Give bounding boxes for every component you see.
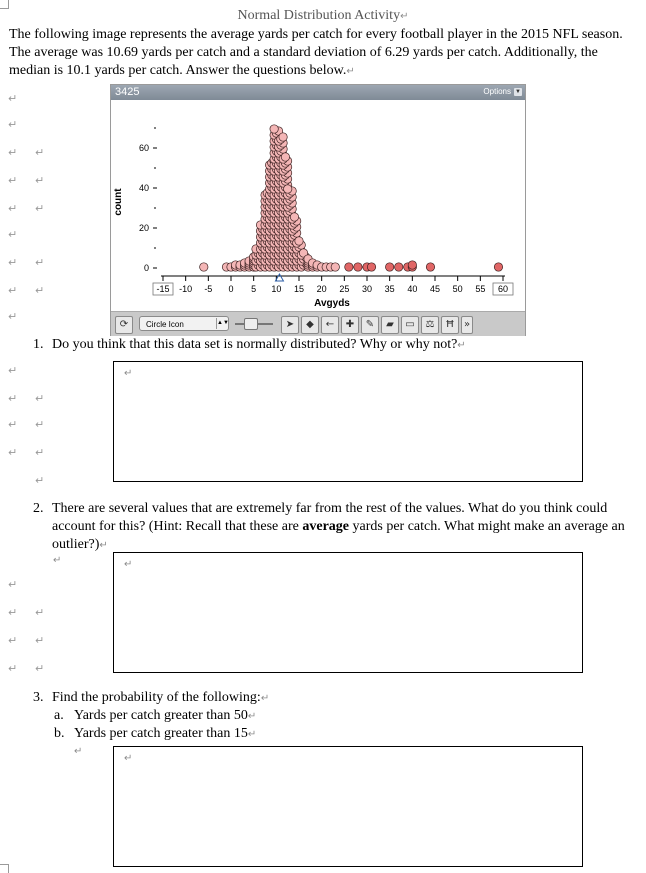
point-size-slider-knob[interactable] [244, 318, 258, 330]
sub-question-label: b. [54, 726, 65, 741]
margin-paragraph-mark: ↵ [35, 446, 45, 459]
data-point [494, 263, 502, 271]
data-point [354, 263, 362, 271]
point-style-select[interactable] [139, 316, 229, 331]
x-tick-label: 55 [475, 284, 486, 294]
margin-paragraph-mark: ↵ [8, 446, 18, 459]
margin-paragraph-mark: ↵ [8, 310, 18, 323]
margin-paragraph-mark: ↵ [35, 174, 45, 187]
paragraph-mark: ↵ [124, 368, 133, 379]
intro-text: The following image represents the average yards per catch for every football player in the 2015 NFL season. The average was 10.69 yards per catch and a standard deviation of 6.29 yards per catch. Additionally, the median is 10.1 yards per catch. Answer the questions below. [9, 27, 623, 78]
margin-paragraph-mark: ↵ [8, 174, 18, 187]
margin-paragraph-mark: ↵ [8, 202, 18, 215]
plot-window-title: 3425 [115, 86, 140, 98]
data-point [385, 263, 393, 271]
x-tick-label: -15 [156, 284, 170, 294]
sub-question-label: a. [54, 708, 64, 723]
x-tick-label: 15 [293, 284, 305, 294]
question-2 [33, 500, 641, 552]
x-tick-label: -5 [204, 284, 213, 294]
paragraph-mark: ↵ [53, 555, 62, 566]
sub-question-text: Yards per catch greater than 50 [74, 708, 248, 723]
x-tick-label: 40 [407, 284, 418, 294]
x-axis [153, 276, 513, 295]
chevron-down-icon[interactable]: ▼ [515, 89, 521, 95]
more-tools-icon[interactable]: » [461, 316, 473, 334]
data-point [345, 263, 353, 271]
histogram-icon[interactable]: Ħ [441, 316, 459, 334]
margin-paragraph-mark: ↵ [35, 662, 45, 675]
question-text: Do you think that this data set is normally distributed? Why or why not? [52, 337, 458, 352]
margin-paragraph-mark: ↵ [35, 146, 45, 159]
title-text: Normal Distribution Activity [237, 8, 401, 23]
data-point [270, 125, 278, 133]
intro-paragraph [9, 26, 639, 81]
paragraph-mark: ↵ [247, 711, 257, 722]
data-point [331, 263, 339, 271]
y-tick-label: 40 [138, 183, 149, 193]
paragraph-mark: ↵ [260, 693, 270, 704]
answer-box-1[interactable] [113, 361, 583, 482]
data-point [200, 263, 208, 271]
question-3 [33, 689, 633, 707]
x-tick-label: 25 [339, 284, 350, 294]
question-number: 3. [33, 690, 44, 705]
margin-paragraph-mark: ↵ [8, 92, 18, 105]
x-tick-label: 35 [384, 284, 395, 294]
margin-paragraph-mark: ↵ [8, 662, 18, 675]
question-3b [54, 725, 634, 743]
options-menu-button[interactable]: Options [483, 87, 511, 96]
data-points [200, 125, 503, 271]
plot-title-bar [111, 85, 525, 100]
eraser-icon[interactable]: ▰ [381, 316, 399, 334]
margin-paragraph-mark: ↵ [35, 606, 45, 619]
scale-icon[interactable]: ⚖ [421, 316, 439, 334]
plot-toolbar [111, 311, 525, 336]
refresh-icon[interactable]: ⟳ [115, 316, 133, 334]
data-point [395, 263, 403, 271]
margin-paragraph-mark: ↵ [8, 418, 18, 431]
data-point [279, 133, 287, 141]
paragraph-mark: ↵ [400, 11, 409, 22]
margin-paragraph-mark: ↵ [8, 256, 18, 269]
chevron-updown-icon: ▲▼ [216, 318, 226, 329]
question-3a [54, 707, 634, 725]
margin-paragraph-mark: ↵ [8, 634, 18, 647]
sub-question-text: Yards per catch greater than 15 [74, 726, 248, 741]
margin-paragraph-mark: ↵ [8, 392, 18, 405]
data-point [290, 213, 298, 221]
margin-paragraph-mark: ↵ [35, 418, 45, 431]
margin-paragraph-mark: ↵ [8, 146, 18, 159]
x-axis-label: Avgyds [314, 298, 350, 309]
margin-paragraph-mark: ↵ [8, 606, 18, 619]
margin-paragraph-mark: ↵ [8, 578, 18, 591]
paint-icon[interactable]: ◆ [301, 316, 319, 334]
margin-paragraph-mark: ↵ [35, 474, 45, 487]
margin-paragraph-mark: ↵ [8, 284, 18, 297]
paragraph-mark: ↵ [99, 540, 108, 551]
paragraph-mark: ↵ [457, 340, 466, 351]
x-tick-label: 10 [271, 284, 282, 294]
margin-paragraph-mark: ↵ [8, 228, 18, 241]
arrow-icon[interactable]: ← [321, 316, 339, 334]
question-text: There are several values that are extremely far from the rest of the values. What do you think could account for this? (Hint: Recall that these are [52, 501, 608, 534]
answer-box-3[interactable] [113, 746, 583, 867]
data-point [281, 153, 289, 161]
x-tick-label: 0 [228, 284, 234, 294]
question-text: yards per catch. What might make an average an outlier?) [52, 519, 625, 552]
y-tick-label: 60 [138, 143, 149, 153]
pointer-icon[interactable]: ➤ [281, 316, 299, 334]
x-tick-label: -10 [179, 284, 193, 294]
question-number: 2. [33, 501, 44, 516]
x-tick-label: 60 [497, 284, 509, 294]
x-tick-label: 50 [452, 284, 463, 294]
question-text: Find the probability of the following: [52, 690, 261, 705]
pen-icon[interactable]: ✎ [361, 316, 379, 334]
dot-plot-chart [111, 100, 525, 310]
margin-paragraph-mark: ↵ [35, 256, 45, 269]
data-point [426, 263, 434, 271]
question-1 [33, 336, 633, 354]
data-point [284, 185, 292, 193]
x-tick-label: 5 [251, 284, 257, 294]
y-axis-label: count [113, 188, 124, 216]
margin-paragraph-mark: ↵ [35, 634, 45, 647]
margin-paragraph-mark: ↵ [8, 118, 18, 131]
data-point [367, 263, 375, 271]
x-tick-label: 20 [316, 284, 327, 294]
document-title [0, 8, 646, 24]
y-tick-label: 20 [138, 223, 149, 233]
margin-paragraph-mark: ↵ [35, 392, 45, 405]
paragraph-mark: ↵ [247, 729, 257, 740]
paragraph-mark: ↵ [124, 559, 133, 570]
answer-box-2[interactable] [113, 552, 583, 673]
x-tick-label: 45 [429, 284, 441, 294]
point-style-select-label: Circle Icon [146, 320, 184, 329]
paragraph-mark: ↵ [346, 66, 355, 77]
ruler-icon[interactable]: ▭ [401, 316, 419, 334]
margin-paragraph-mark: ↵ [8, 364, 18, 377]
data-point [295, 237, 303, 245]
margin-paragraph-mark: ↵ [35, 202, 45, 215]
question-number: 1. [33, 337, 44, 352]
data-point [408, 261, 416, 269]
margin-paragraph-mark: ↵ [35, 284, 45, 297]
paragraph-mark: ↵ [124, 753, 133, 764]
dot-plot-window [110, 84, 526, 336]
add-icon[interactable]: ✚ [341, 316, 359, 334]
y-tick-label: 0 [143, 263, 149, 273]
question-text-bold: average [302, 519, 350, 534]
x-tick-label: 30 [361, 284, 373, 294]
paragraph-mark: ↵ [74, 746, 83, 757]
y-axis [139, 128, 157, 273]
